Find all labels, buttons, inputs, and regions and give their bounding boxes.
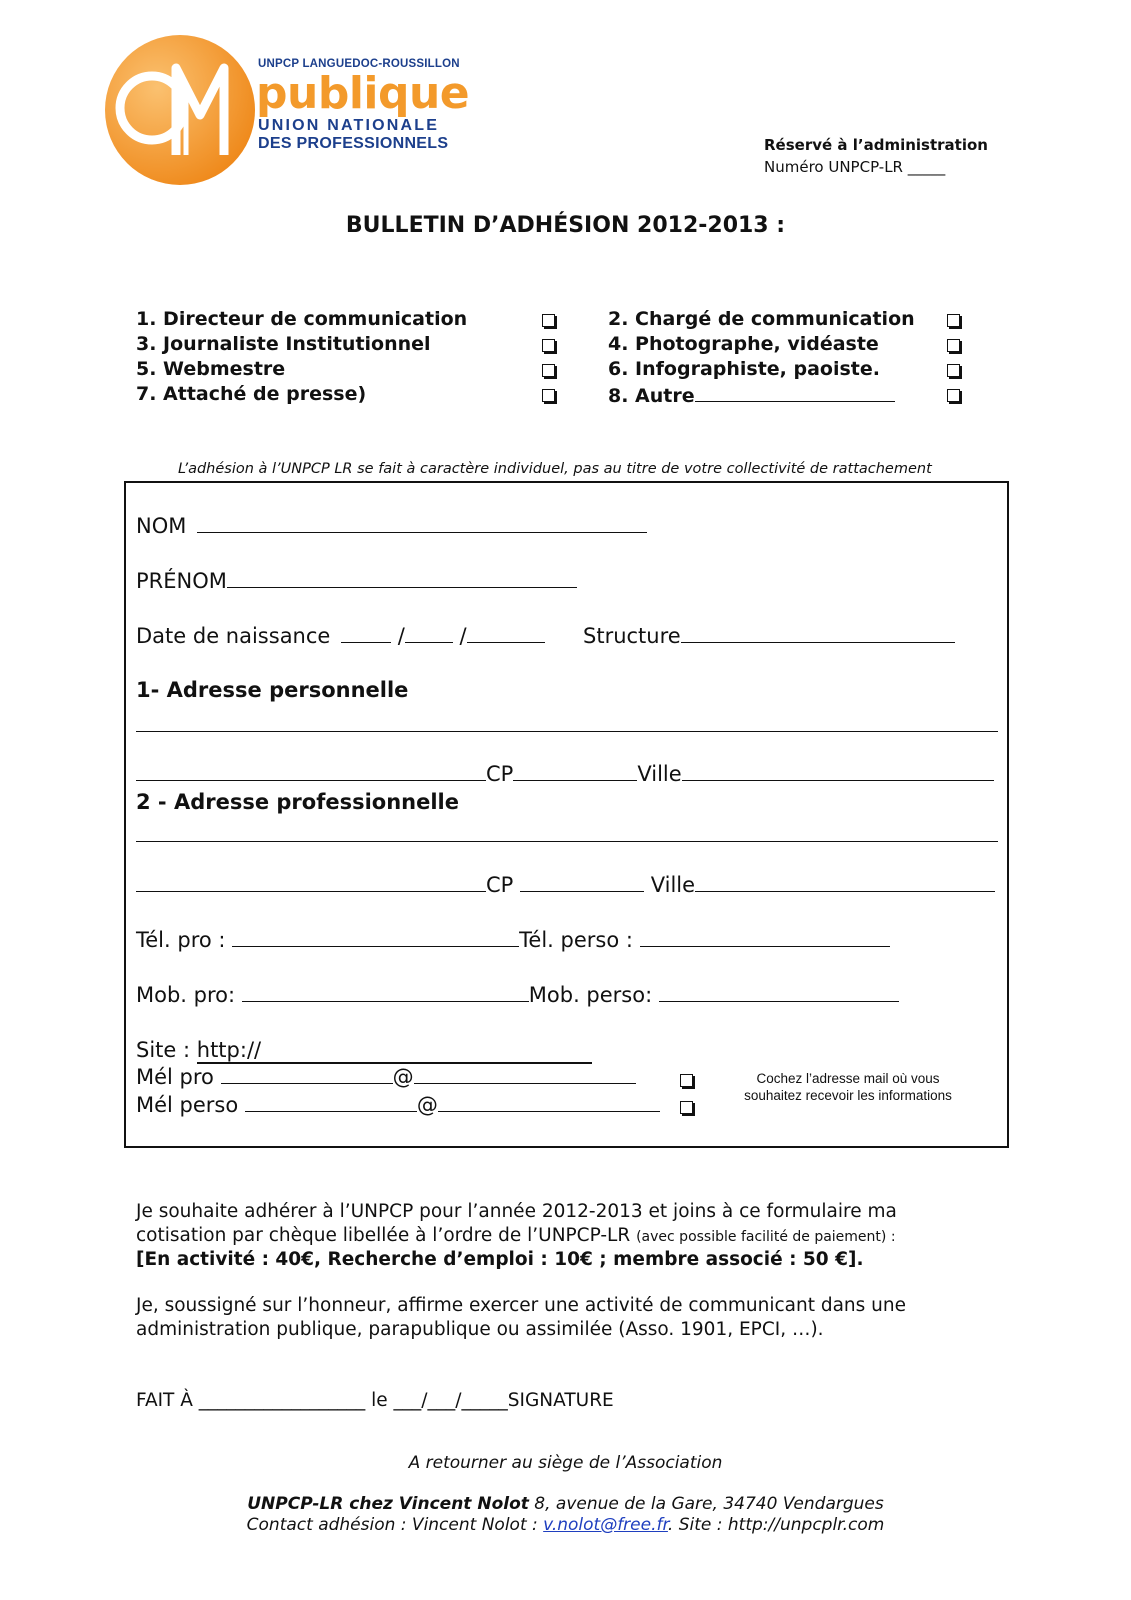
admin-number: Numéro UNPCP-LR _____ xyxy=(764,158,946,176)
ville-perso-field[interactable] xyxy=(682,762,994,781)
logo-line3: DES PROFESSIONNELS xyxy=(258,135,449,152)
adresse-pro-heading: 2 - Adresse professionnelle xyxy=(136,790,459,814)
declaration-line2: administration publique, parapublique ou assimilée (Asso. 1901, EPCI, …). xyxy=(136,1319,824,1340)
mob-perso-label: Mob. perso: xyxy=(528,983,653,1007)
category-5-checkbox[interactable] xyxy=(542,364,555,377)
mob-pro-label: Mob. pro: xyxy=(136,983,236,1007)
mob-pro-field[interactable] xyxy=(242,983,529,1002)
mel-perso-label: Mél perso xyxy=(136,1093,239,1117)
mel-pro-checkbox[interactable] xyxy=(680,1074,693,1087)
tel-perso-label: Tél. perso : xyxy=(519,928,633,952)
admin-title: Réservé à l’administration xyxy=(764,136,988,154)
category-8-label: 8. Autre xyxy=(608,385,695,407)
category-3-checkbox[interactable] xyxy=(542,339,555,352)
nom-row xyxy=(136,514,647,538)
category-7-checkbox[interactable] xyxy=(542,389,555,402)
category-8 xyxy=(608,383,895,407)
mel-perso-checkbox[interactable] xyxy=(680,1101,693,1114)
payment-line2-main: cotisation par chèque libellée à l’ordre de l’UNPCP-LR xyxy=(136,1225,631,1246)
category-6: 6. Infographiste, paoiste. xyxy=(608,358,880,380)
footer-site: . Site : http://unpcplr.com xyxy=(667,1515,885,1535)
ville-label-pro: Ville xyxy=(650,873,696,897)
category-7: 7. Attaché de presse) xyxy=(136,383,367,405)
tel-perso-field[interactable] xyxy=(640,928,890,947)
site-row xyxy=(136,1038,592,1064)
payment-rates: [En activité : 40€, Recherche d’emploi : 10€ ; membre associé : 50 €]. xyxy=(136,1249,864,1270)
adresse-perso-line[interactable] xyxy=(136,731,998,732)
adresse-perso-heading: 1- Adresse personnelle xyxy=(136,678,409,702)
mob-row xyxy=(136,983,899,1007)
mel-perso-row xyxy=(136,1093,660,1117)
category-8-other-field[interactable] xyxy=(695,383,895,402)
tel-pro-label: Tél. pro : xyxy=(136,928,226,952)
category-2: 2. Chargé de communication xyxy=(608,308,915,330)
category-4-checkbox[interactable] xyxy=(947,339,960,352)
category-6-checkbox[interactable] xyxy=(947,364,960,377)
nom-field[interactable] xyxy=(197,514,647,533)
structure-row xyxy=(583,624,955,648)
mail-note: Cochez l’adresse mail où vous souhaitez recevoir les informations xyxy=(744,1071,952,1103)
prenom-field[interactable] xyxy=(227,569,577,588)
structure-field[interactable] xyxy=(681,624,955,643)
logo-org-line: UNPCP LANGUEDOC-ROUSSILLON xyxy=(258,58,460,70)
payment-line2 xyxy=(136,1224,896,1249)
adresse-pro-row xyxy=(136,873,995,897)
signature-line: FAIT À __________________ le ___/___/_____SIGNATURE xyxy=(136,1390,614,1411)
site-prefix: http:// xyxy=(196,1038,262,1062)
tel-row xyxy=(136,928,890,952)
logo xyxy=(100,30,480,190)
footer-contact xyxy=(0,1515,1131,1535)
birth-month-field[interactable] xyxy=(405,624,453,643)
birth-day-field[interactable] xyxy=(341,624,391,643)
logo-line2: UNION NATIONALE xyxy=(258,117,440,134)
mel-perso-user-field[interactable] xyxy=(245,1093,417,1112)
footer-address-text: 8, avenue de la Gare, 34740 Vendargues xyxy=(534,1494,884,1514)
site-field[interactable] xyxy=(197,1038,592,1064)
category-2-checkbox[interactable] xyxy=(947,314,960,327)
page-title: BULLETIN D’ADHÉSION 2012-2013 : xyxy=(345,213,786,238)
mob-perso-field[interactable] xyxy=(659,983,899,1002)
logo-com-icon xyxy=(100,30,260,190)
prenom-label: PRÉNOM xyxy=(136,569,227,593)
mel-perso-domain-field[interactable] xyxy=(438,1093,660,1112)
cp-label-perso: CP xyxy=(486,762,514,786)
footer-retour: A retourner au siège de l’Association xyxy=(408,1453,723,1473)
mel-pro-row xyxy=(136,1065,636,1089)
mel-pro-at: @ xyxy=(392,1065,414,1089)
individual-note: L’adhésion à l’UNPCP LR se fait à caractère individuel, pas au titre de votre collectivité de rattachement xyxy=(178,461,932,477)
birthdate-label: Date de naissance xyxy=(136,624,331,648)
mel-pro-user-field[interactable] xyxy=(221,1065,393,1084)
footer-email-link[interactable]: v.nolot@free.fr xyxy=(543,1515,668,1535)
ville-pro-field[interactable] xyxy=(695,873,995,892)
adresse-perso-row xyxy=(136,762,994,786)
cp-label-pro: CP xyxy=(486,873,514,897)
logo-word: publique xyxy=(256,68,470,119)
declaration-line1: Je, soussigné sur l’honneur, affirme exercer une activité de communicant dans une xyxy=(136,1295,906,1316)
cp-pro-field[interactable] xyxy=(520,873,644,892)
category-5: 5. Webmestre xyxy=(136,358,286,380)
adresse-perso-line2[interactable] xyxy=(136,762,486,781)
structure-label: Structure xyxy=(583,624,681,648)
category-3: 3. Journaliste Institutionnel xyxy=(136,333,431,355)
category-1-checkbox[interactable] xyxy=(542,314,555,327)
category-4: 4. Photographe, vidéaste xyxy=(608,333,879,355)
mel-perso-at: @ xyxy=(416,1093,438,1117)
nom-label: NOM xyxy=(136,514,187,538)
birthdate-row: Date de naissance / / xyxy=(136,624,545,648)
mel-pro-domain-field[interactable] xyxy=(414,1065,636,1084)
adresse-pro-line[interactable] xyxy=(136,841,998,842)
cp-perso-field[interactable] xyxy=(513,762,637,781)
prenom-row xyxy=(136,569,577,593)
footer-contact-label: Contact adhésion : Vincent Nolot : xyxy=(246,1515,538,1535)
category-1: 1. Directeur de communication xyxy=(136,308,468,330)
footer-address xyxy=(0,1494,1131,1514)
site-label: Site : xyxy=(136,1038,191,1062)
category-8-checkbox[interactable] xyxy=(947,389,960,402)
mel-pro-label: Mél pro xyxy=(136,1065,214,1089)
birth-year-field[interactable] xyxy=(467,624,545,643)
ville-label-perso: Ville xyxy=(637,762,682,786)
payment-line2-small: (avec possible facilité de paiement) : xyxy=(636,1229,896,1245)
footer-org: UNPCP-LR chez Vincent Nolot xyxy=(247,1494,529,1514)
adresse-pro-line2[interactable] xyxy=(136,873,486,892)
tel-pro-field[interactable] xyxy=(232,928,519,947)
payment-line1: Je souhaite adhérer à l’UNPCP pour l’année 2012-2013 et joins à ce formulaire ma xyxy=(136,1201,897,1222)
